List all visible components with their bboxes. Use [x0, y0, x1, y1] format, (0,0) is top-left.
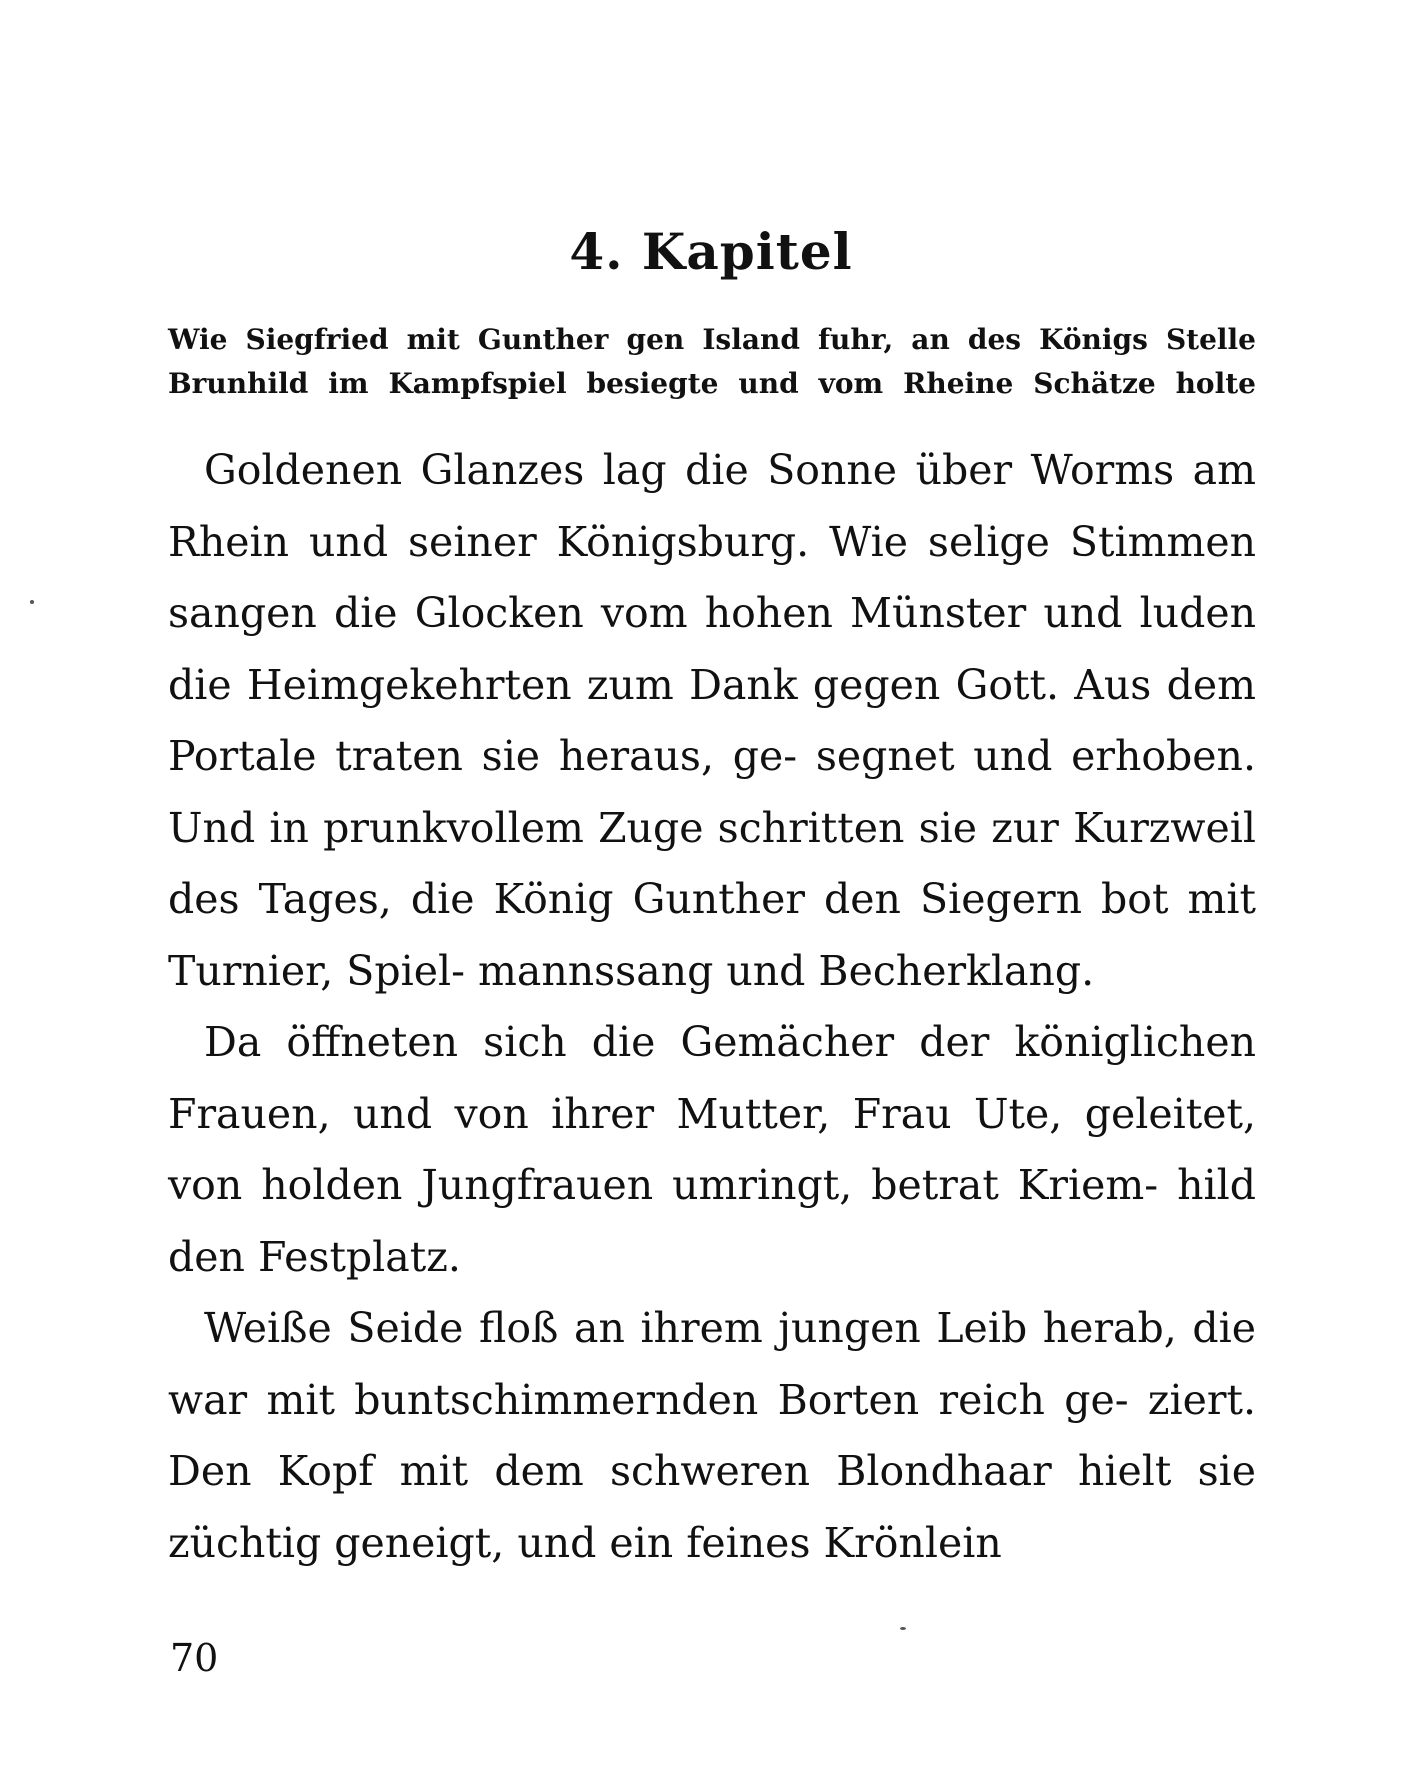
- page-number: 70: [170, 1636, 219, 1680]
- chapter-subtitle-line-1: Wie Siegfried mit Gunther gen Island fuhr, an des Königs Stelle: [168, 323, 1256, 356]
- chapter-title: 4. Kapitel: [569, 222, 853, 281]
- chapter-subtitle-line-2: Brunhild im Kampfspiel besiegte und vom Rheine Schätze holte: [168, 367, 1256, 400]
- paragraph-3: Weiße Seide floß an ihrem jungen Leib herab, die war mit buntschimmernden Borten reich ge- ziert. Den Kopf mit dem schweren Blondhaar hielt sie züchtig geneigt, und ein feines Krönlein: [168, 1304, 1256, 1567]
- paragraph-2: Da öffneten sich die Gemächer der königlichen Frauen, und von ihrer Mutter, Frau Ute, geleitet, von holden Jungfrauen umringt, betrat Kriem- hild den Festplatz.: [168, 1018, 1256, 1281]
- chapter-subtitle: [168, 318, 1256, 406]
- print-speck: [30, 600, 34, 604]
- body-text: [168, 435, 1256, 1579]
- print-speck: [900, 1627, 906, 1630]
- paragraph-1: Goldenen Glanzes lag die Sonne über Worms am Rhein und seiner Königsburg. Wie selige Stimmen sangen die Glocken vom hohen Münster und luden die Heimgekehrten zum Dank gegen Gott. Aus dem Portale traten sie heraus, ge- segnet und erhoben. Und in prunkvollem Zuge schritten sie zur Kurzweil des Tages, die König Gunther den Siegern bot mit Turnier, Spiel- mannssang und Becherklang.: [168, 446, 1256, 995]
